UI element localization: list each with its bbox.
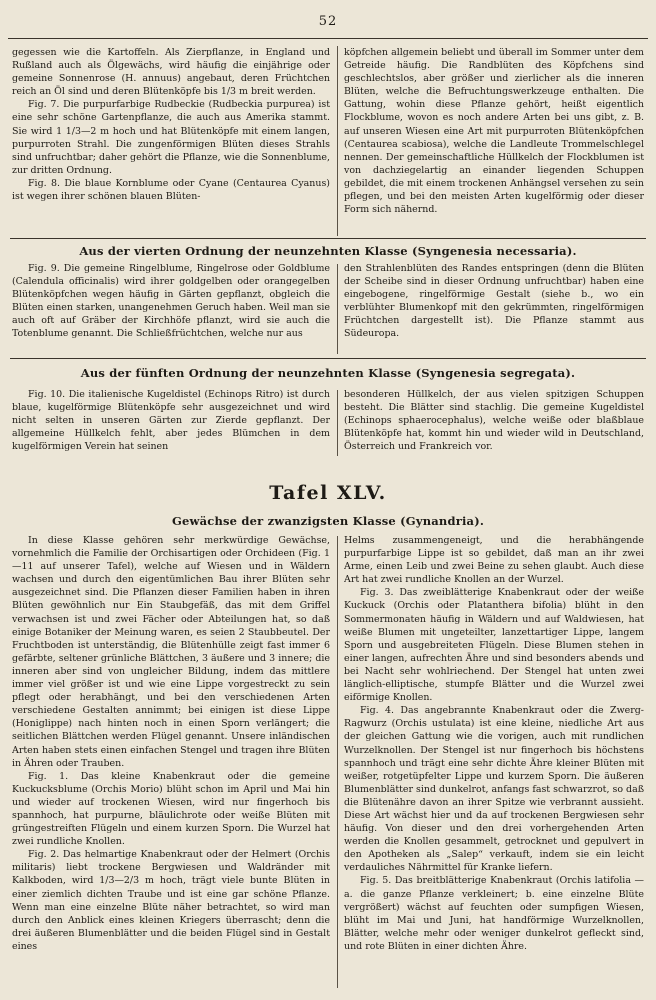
- block3-left-column: [12, 388, 330, 460]
- paragraph: Fig. 9. Die gemeine Ringelblume, Ringelrose oder Goldblume (Calendula officinalis) wird ihrer goldgelben oder orangegelben Blütenköpfchen wegen häufig in Gärten gepflanzt, obgleich die Blüten einen starken, unangenehmen Geruch haben. Weil man sie auch oft auf Gräber der Kirchhöfe pflanzt, wird sie auch die Totenblume genannt. Die Schließfrüchtchen, welche nur aus: [12, 263, 330, 340]
- section-rule: [10, 238, 646, 239]
- column-divider: [337, 264, 338, 354]
- block2-right-column: [344, 262, 644, 358]
- block4-right-column: [344, 534, 644, 992]
- plate-subtitle: Gewächse der zwanzigsten Klasse (Gynandria).: [171, 514, 485, 528]
- block1-right-column: [344, 46, 644, 242]
- paragraph: In diese Klasse gehören sehr merkwürdige Gewächse, vornehmlich die Familie der Orchisartigen oder Orchideen (Fig. 1—11 auf unserer Tafel), welche auf Wiesen und in Wäldern wachsen und durch den eigentümlichen Bau ihrer Blüten sehr ausgezeichnet sind. Die Pflanzen dieser Familien haben in ihren Blüten gewöhnlich nur Ein Staubgefäß, das mit dem Griffel verwachsen ist und zwei Fächer oder Abteilungen hat, so daß einige Botaniker der Meinung waren, es seien 2 Staubbeutel. Der Fruchtboden ist unterständig, die Blütenhülle zeigt fast immer 6 gefärbte, seltener grünliche Blättchen, 3 äußere und 3 innere; die inneren aber sind von ungleicher Bildung, indem das mittlere immer viel größer ist und wie eine Lippe vorgestreckt zu sein pflegt oder herabhängt, und bei den verschiedenen Arten verschiedene Gestalten annimmt; bei einigen ist diese Lippe (Honiglippe) nach hinten noch in einen Sporn verlängert; die seitlichen Blättchen werden Flügel genannt. Unsere inländischen Arten haben stets einen einfachen Stengel und tragen ihre Blüten in Ähren oder Trauben.: [12, 535, 330, 769]
- section-rule: [10, 358, 646, 359]
- section-heading: Aus der fünften Ordnung der neunzehnten Klasse (Syngenesia segregata).: [80, 366, 576, 380]
- paragraph: Fig. 8. Die blaue Kornblume oder Cyane (Centaurea Cyanus) ist wegen ihrer schönen blauen Blüten-: [12, 177, 330, 203]
- paragraph: Helms zusammengeneigt, und die herabhängende purpurfarbige Lippe ist so gebildet, daß man an ihr zwei Arme, einen Leib und zwei Beine zu sehen glaubt. Auch diese Art hat zwei rundliche Knollen an der Wurzel.: [344, 535, 644, 586]
- column-divider: [337, 390, 338, 456]
- section-heading: Aus der vierten Ordnung der neunzehnten Klasse (Syngenesia necessaria).: [79, 244, 577, 258]
- paragraph: köpfchen allgemein beliebt und überall im Sommer unter dem Getreide häufig. Die Randblüten des Köpfchens sind geschlechtslos, aber größer und zierlicher als die inneren Blüten, welche die Befruchtungswerkzeuge enthalten. Die Gattung, wohin diese Pflanze gehört, heißt eigentlich Flockblume, wovon es noch andere Arten bei uns gibt, z. B. auf unseren Wiesen eine Art mit purpurroten Blütenköpfchen (Centaurea scabiosa), welche die Landleute Trommelschlegel nennen. Der gemeinschaftliche Hüllkelch der Flockblumen ist von dachziegelartig an einander liegenden Schuppen gebildet, die mit einem trockenen Anhängsel versehen zu sein pflegen, und bei den meisten Arten kugelförmig oder dieser Form sich nähernd.: [344, 47, 644, 216]
- block3-right-column: [344, 388, 644, 460]
- paragraph: Fig. 10. Die italienische Kugeldistel (Echinops Ritro) ist durch blaue, kugelförmige Blütenköpfe sehr ausgezeichnet und wird nicht selten in unseren Gärten zur Zierde gepflanzt. Der allgemeine Hüllkelch fehlt, aber jedes Blümchen in dem kugelförmigen Verein hat seinen: [12, 389, 330, 453]
- block2-left-column: [12, 262, 330, 358]
- column-divider: [337, 536, 338, 988]
- paragraph: Fig. 1. Das kleine Knabenkraut oder die gemeine Kuckucksblume (Orchis Morio) blüht schon im April und Mai hin und wieder auf trockenen Wiesen, wird nur fingerhoch bis spannhoch, hat purpurne, bläulichrote oder weiße Blüten mit grüngestreiften Flügeln und einem kurzen Sporn. Die Wurzel hat zwei rundliche Knollen.: [12, 770, 330, 848]
- column-divider: [337, 46, 338, 236]
- block1-left-column: [12, 46, 330, 242]
- block4-left-column: [12, 534, 330, 992]
- paragraph: Fig. 4. Das angebrannte Knabenkraut oder die Zwerg-Ragwurz (Orchis ustulata) ist eine kleine, niedliche Art aus der gleichen Gattung wie die vorigen, auch mit rundlichen Wurzelknollen. Der Stengel ist nur fingerhoch bis höchstens spannhoch und trägt eine sehr dichte Ähre kleiner Blüten mit weißer, rotgetüpfelter Lippe und kurzem Sporn. Die äußeren Blumenblätter sind dunkelrot, anfangs fast schwarzrot, so daß die Blütenähre davon an ihrer Spitze wie verbrannt aussieht. Diese Art wächst hier und da auf trockenen Bergwiesen sehr häufig. Von dieser und den drei vorhergehenden Arten werden die Knollen gesammelt, getrocknet und gepulvert in den Apotheken als „Salep“ verkauft, indem sie ein leicht verdauliches Nährmittel für Kranke liefern.: [344, 705, 644, 874]
- paragraph: gegessen wie die Kartoffeln. Als Zierpflanze, in England und Rußland auch als Ölgewächs, wird häufig die einjährige oder gemeine Sonnenrose (H. annuus) angebaut, deren Früchtchen reich an Öl sind und deren Blütenköpfe bis 1/3 m breit werden.: [12, 47, 330, 98]
- plate-title: Tafel XLV.: [269, 482, 387, 504]
- paragraph: besonderen Hüllkelch, der aus vielen spitzigen Schuppen besteht. Die Blätter sind stachlig. Die gemeine Kugeldistel (Echinops sphaerocephalus), welche weiße oder blaßblaue Blütenköpfe hat, kommt hin und wieder wild in Deutschland, Österreich und Frankreich vor.: [344, 389, 644, 453]
- paragraph: Fig. 5. Das breitblätterige Knabenkraut (Orchis latifolia — a. die ganze Pflanze verkleinert; b. eine einzelne Blüte vergrößert) wächst auf feuchten oder sumpfigen Wiesen, blüht im Mai und Juni, hat handförmige Wurzelknollen, Blätter, welche mehr oder weniger dunkelrot gefleckt sind, und rote Blüten in einer dichten Ähre.: [344, 875, 644, 952]
- page-number: 52: [318, 14, 338, 29]
- paragraph: den Strahlenblüten des Randes entspringen (denn die Blüten der Scheibe sind in dieser Ordnung unfruchtbar) haben eine eingebogene, ringelförmige Gestalt (siehe b., wo ein verblühter Blumenkopf mit den gekrümmten, ringelförmigen Früchtchen dargestellt ist). Die Pflanze stammt aus Südeuropa.: [344, 263, 644, 340]
- header-rule: [8, 38, 648, 39]
- paragraph: Fig. 7. Die purpurfarbige Rudbeckie (Rudbeckia purpurea) ist eine sehr schöne Gartenpflanze, die auch aus Amerika stammt. Sie wird 1 1/3—2 m hoch und hat Blütenköpfe mit einem langen, purpurroten Strahl. Die zungenförmigen Blüten dieses Strahls sind unfruchtbar; daher gehört die Pflanze, wie die Sonnenblume, zur dritten Ordnung.: [12, 99, 330, 176]
- paragraph: Fig. 3. Das zweiblätterige Knabenkraut oder der weiße Kuckuck (Orchis oder Platanthera bifolia) blüht in den Sommermonaten häufig in Wäldern und auf Waldwiesen, hat weiße Blumen mit ungeteilter, lanzettartiger Lippe, langem Sporn und ausgebreiteten Flügeln. Diese Blumen stehen in einer langen, aufrechten Ähre und sind besonders abends und bei Nacht sehr wohlriechend. Der Stengel hat unten zwei länglich-elliptische, stumpfe Blätter und die Wurzel zwei eiförmige Knollen.: [344, 587, 644, 704]
- paragraph: Fig. 2. Das helmartige Knabenkraut oder der Helmert (Orchis militaris) liebt trockene Bergwiesen und Waldränder mit Kalkboden, wird 1/3—2/3 m hoch, trägt viele bunte Blüten in einer ziemlich dichten Traube und ist eine gar schöne Pflanze. Wenn man eine einzelne Blüte näher betrachtet, so wird man durch den Anblick eines kleinen Kriegers überrascht; denn die drei äußeren Blumenblätter und die beiden Flügel sind in Gestalt eines: [12, 849, 330, 952]
